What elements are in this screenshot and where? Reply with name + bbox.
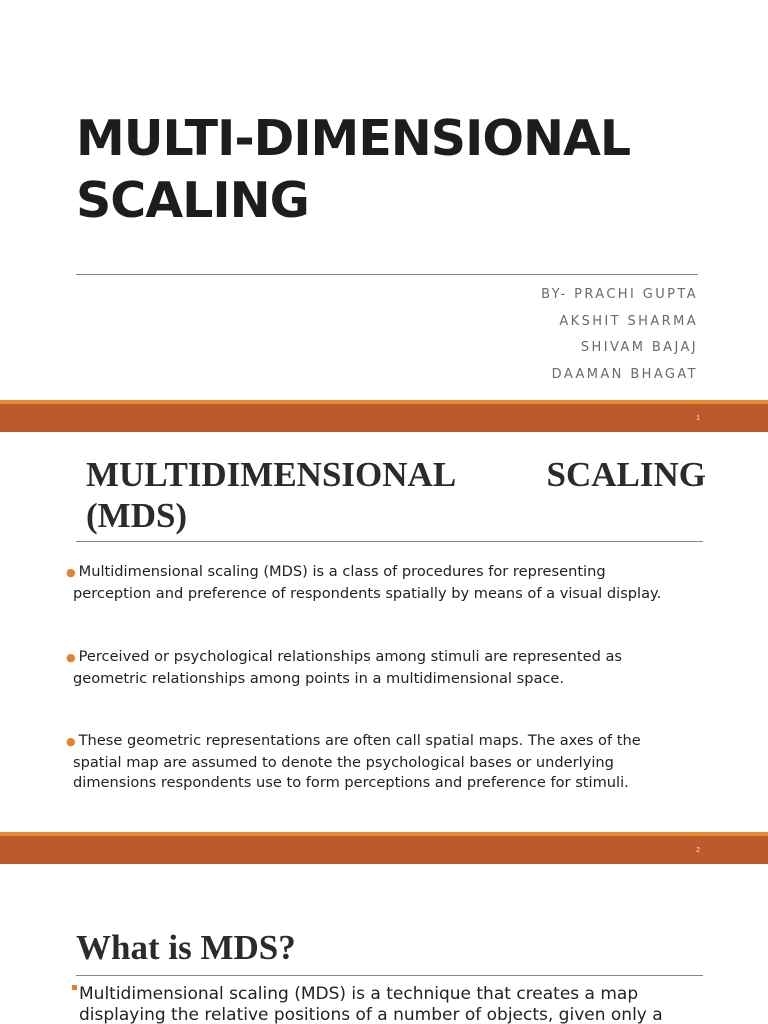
slide-3-bullet-line-2: displaying the relative positions of a number of objects, given only a: [79, 1005, 663, 1024]
bullet-dot-icon: ●: [66, 566, 76, 579]
author-list: [541, 282, 698, 388]
bullet-3-line-3: dimensions respondents use to form perceptions and preference for stimuli.: [73, 774, 629, 791]
author-line-1: BY- PRACHI GUPTA: [541, 287, 698, 302]
slide-3: [0, 864, 768, 1024]
author-line-4: DAAMAN BHAGAT: [551, 366, 698, 382]
slide-1-title: [76, 108, 716, 232]
footer-accent-line: [0, 832, 768, 836]
slide-3-bullet-line-1: Multidimensional scaling (MDS) is a technique that creates a map: [79, 984, 639, 1004]
bullet-2-line-2: geometric relationships among points in a multidimensional space.: [73, 669, 565, 687]
slide-3-title: What is MDS?: [76, 928, 296, 967]
title-divider: [76, 541, 703, 542]
author-line-2: AKSHIT SHARMA: [559, 313, 698, 329]
author-line-3: SHIVAM BAJAJ: [580, 340, 698, 355]
bullet-3-line-1: These geometric representations are often call spatial maps. The axes of the: [78, 732, 641, 749]
bullet-item-1: [66, 562, 706, 604]
bullet-2-line-1: Perceived or psychological relationships among stimuli are represented as: [78, 648, 623, 665]
slide-2-title-line-1: MULTIDIMENSIONAL SCALING: [86, 455, 706, 494]
slide-1-title-line-1: MULTI-DIMENSIONAL: [76, 110, 631, 167]
slide-2-title: [86, 454, 706, 536]
bullet-item-2: [66, 647, 706, 689]
slide-2: [0, 432, 768, 832]
bullet-item-3: [66, 731, 706, 794]
bullet-dot-icon: ●: [66, 735, 76, 748]
bullet-1-line-2: perception and preference of respondents spatially by means of a visual display.: [73, 584, 662, 602]
slide-2-footer-band: [0, 832, 768, 864]
title-divider: [76, 975, 703, 976]
bullet-3-line-2: spatial map are assumed to denote the psychological bases or underlying: [73, 753, 614, 771]
page-number-1: 1: [696, 415, 700, 422]
bullet-1-line-1: Multidimensional scaling (MDS) is a class of procedures for representing: [78, 563, 606, 580]
footer-accent-line: [0, 400, 768, 404]
bullet-dot-icon: ●: [66, 651, 76, 664]
bullet-square-icon: [72, 985, 77, 990]
bullet-item-1: [72, 984, 712, 1024]
slide-2-title-line-2: (MDS): [86, 496, 188, 535]
slide-1-footer-band: [0, 400, 768, 432]
slide-1-title-line-2: SCALING: [76, 172, 309, 229]
slide-1: [0, 0, 768, 400]
title-divider: [76, 274, 698, 275]
page-number-2: 2: [696, 847, 700, 854]
